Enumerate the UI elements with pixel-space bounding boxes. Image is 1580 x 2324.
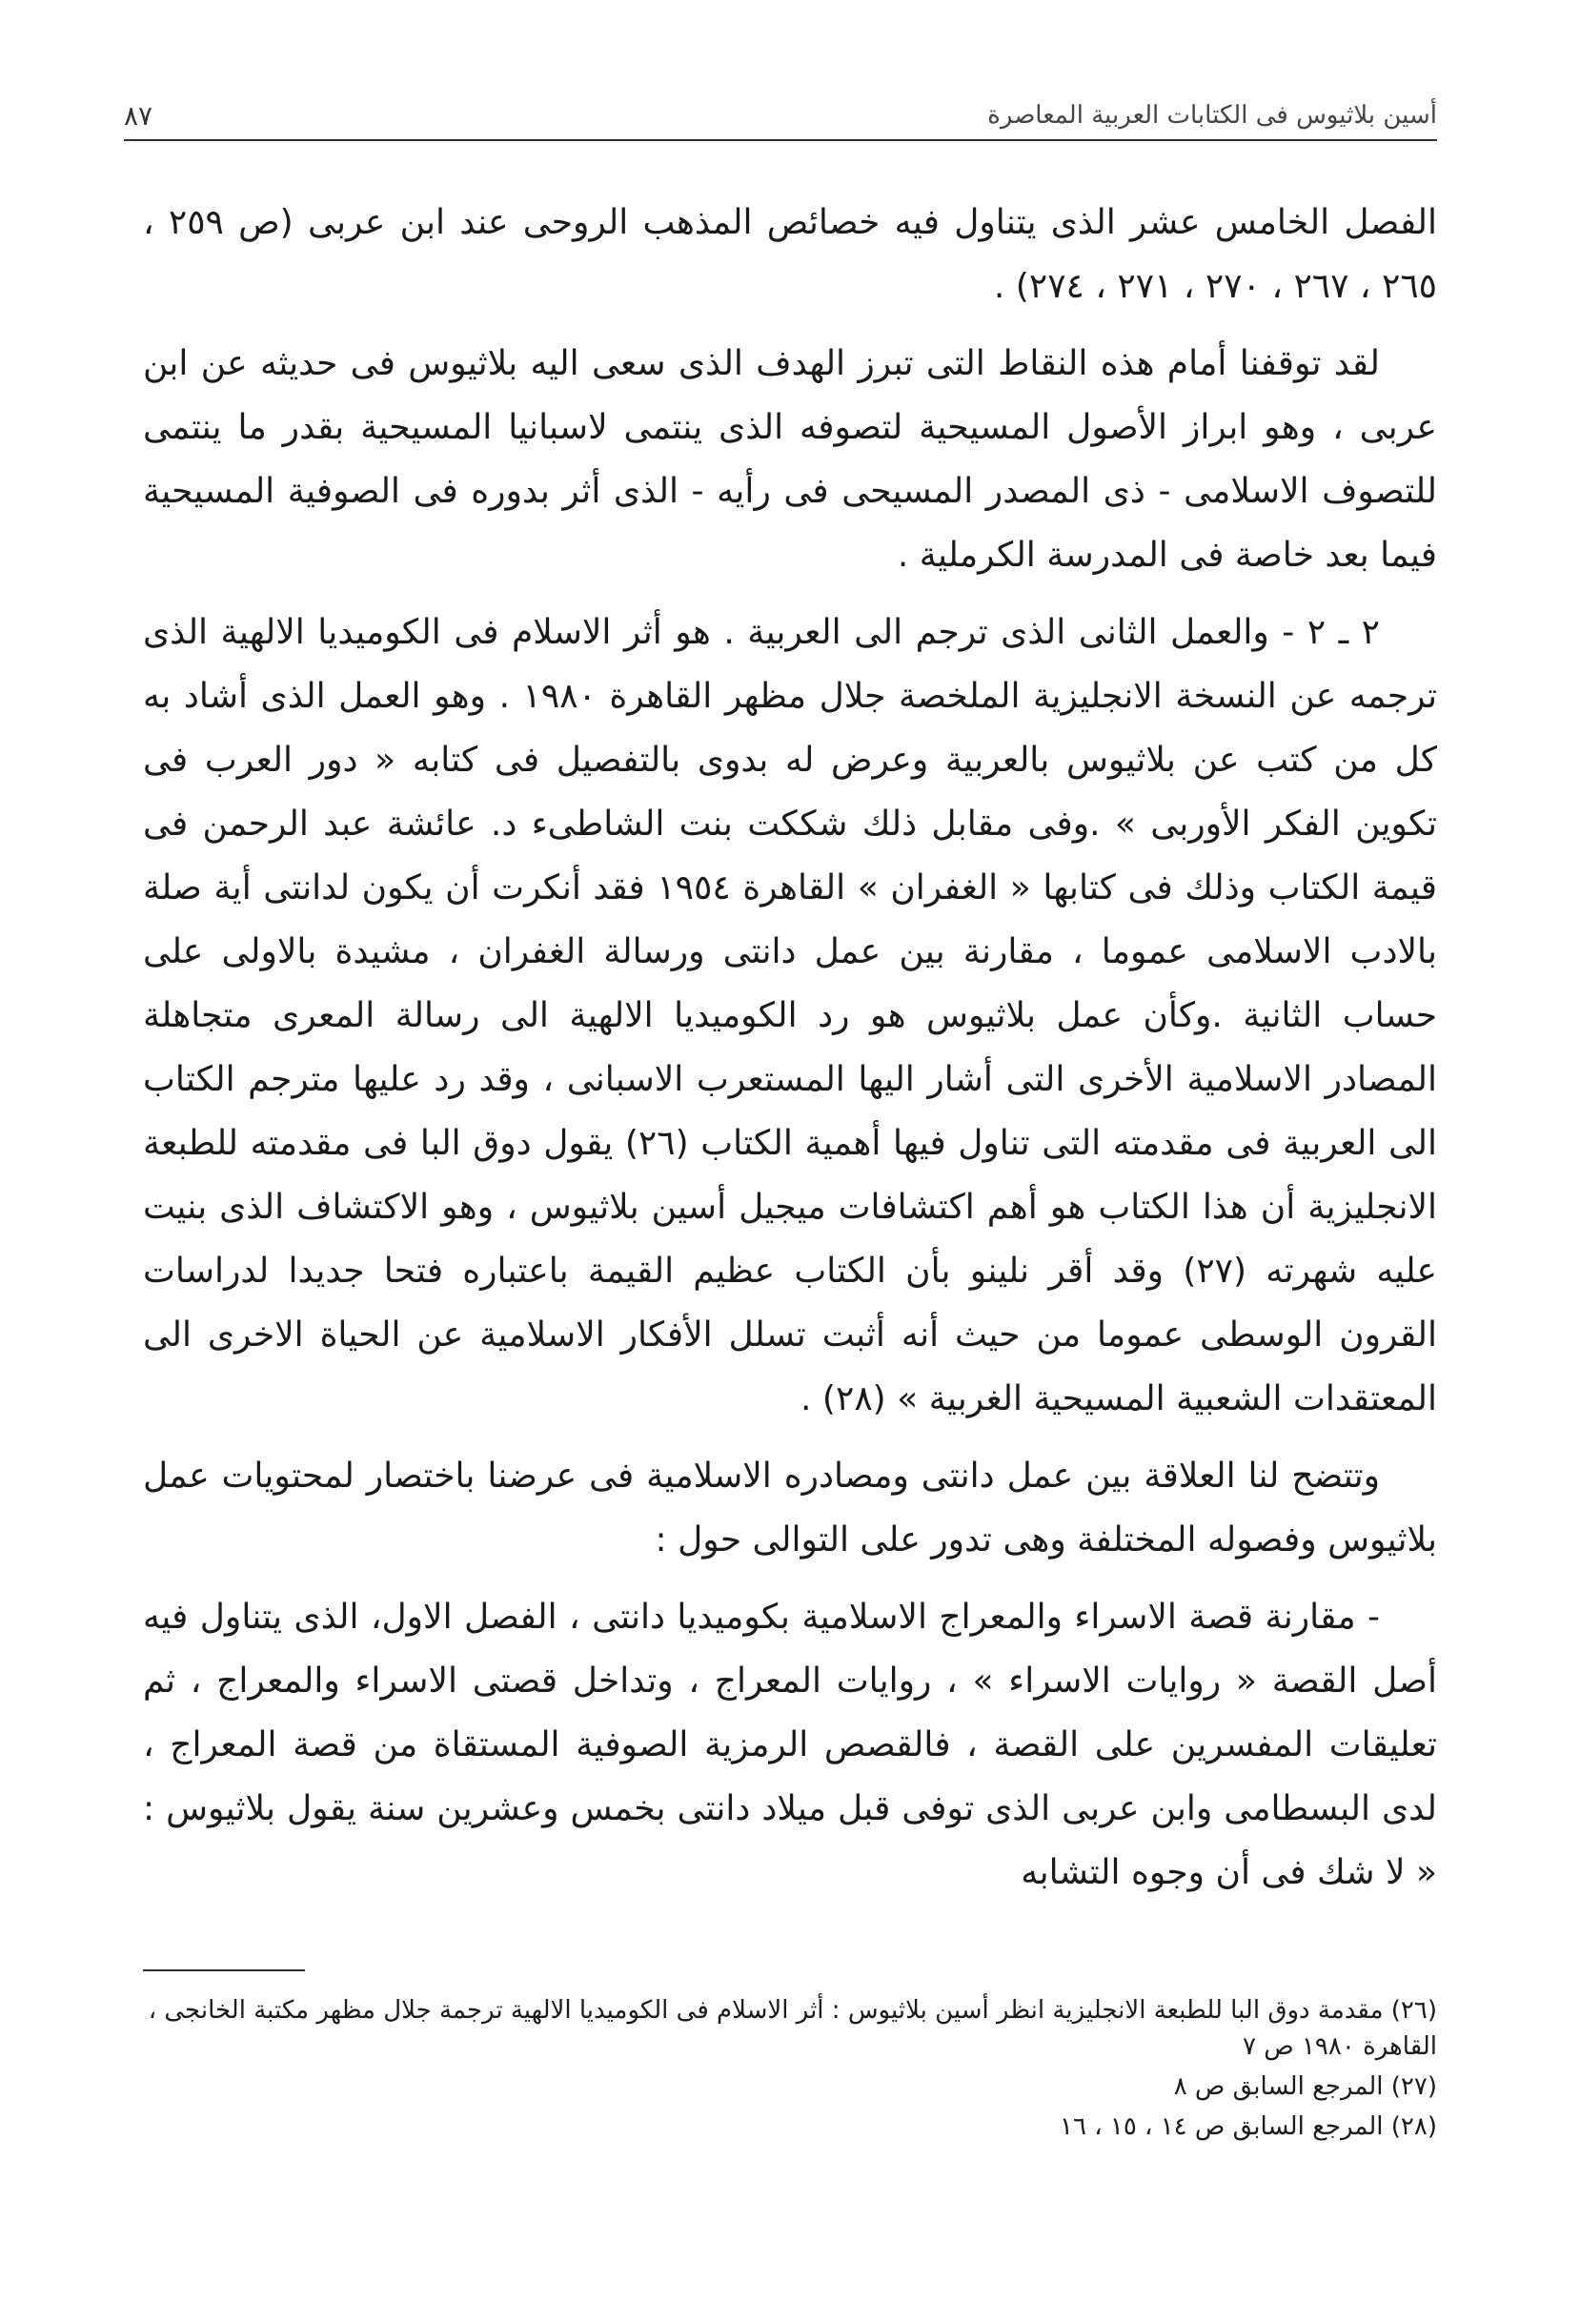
paragraph: الفصل الخامس عشر الذى يتناول فيه خصائص المذهب الروحى عند ابن عربى (ص ٢٥٩ ، ٢٦٥ ، ٢٦٧ ، ٢٧٠ ، ٢٧١ ، ٢٧٤) . bbox=[143, 203, 1438, 306]
header-title: أسين بلاثيوس فى الكتابات العربية المعاصرة bbox=[987, 101, 1437, 130]
paragraph: ٢ ـ ٢ - والعمل الثانى الذى ترجم الى العربية . هو أثر الاسلام فى الكوميديا الالهية الذى ترجمه عن النسخة الانجليزية الملخصة جلال مظهر القاهرة ١٩٨٠ . وهو العمل الذى أشاد به كل من كتب عن بلاثيوس بالعربية وعرض له بدوى بالتفصيل فى كتابه « دور العرب فى تكوين الفكر الأوربى » .وفى مقابل ذلك شككت بنت الشاطىء د. عائشة عبد الرحمن فى قيمة الكتاب وذلك فى كتابها « الغفران » القاهرة ١٩٥٤ فقد أنكرت أن يكون لدانتى أية صلة بالادب الاسلامى عموما ، مقارنة بين عمل دانتى ورسالة الغفران ، مشيدة بالاولى على حساب الثانية .وكأن عمل بلاثيوس هو رد الكوميديا الالهية الى رسالة المعرى متجاهلة المصادر الاسلامية الأخرى التى أشار اليها المستعرب الاسبانى ، وقد رد عليها مترجم الكتاب الى العربية فى مقدمته التى تناول فيها أهمية الكتاب (٢٦) يقول دوق البا فى مقدمته للطبعة الانجليزية أن هذا الكتاب هو أهم اكتشافات ميجيل أسين بلاثيوس ، وهو الاكتشاف الذى بنيت عليه شهرته (٢٧) وقد أقر نلينو بأن الكتاب عظيم القيمة باعتباره فتحا جديدا لدراسات القرون الوسطى عموما من حيث أنه أثبت تسلل الأفكار الاسلامية عن الحياة الاخرى الى المعتقدات الشعبية المسيحية الغربية » (٢٨) . bbox=[143, 613, 1438, 1418]
footnote: (٢٧) المرجع السابق ص ٨ bbox=[1173, 2072, 1437, 2101]
footnote-divider bbox=[143, 1969, 305, 1971]
paragraph: لقد توقفنا أمام هذه النقاط التى تبرز الهدف الذى سعى اليه بلاثيوس فى حديثه عن ابن عربى ، وهو ابراز الأصول المسيحية لتصوفه الذى ينتمى لاسبانيا المسيحية بقدر ما ينتمى للتصوف الاسلامى - ذى المصدر المسيحى فى رأيه - الذى أثر بدوره فى الصوفية المسيحية فيما بعد خاصة فى المدرسة الكرملية . bbox=[143, 344, 1437, 575]
footnote: (٢٦) مقدمة دوق البا للطبعة الانجليزية انظر أسين بلاثيوس : أثر الاسلام فى الكوميديا الالهية ترجمة جلال مظهر مكتبة الخانجى ، القاهرة ١٩٨٠ ص ٧ bbox=[148, 1996, 1437, 2061]
page-number: ٨٧ bbox=[124, 99, 153, 132]
body-text bbox=[143, 191, 1437, 1918]
running-header bbox=[124, 92, 1437, 141]
paragraph: وتتضح لنا العلاقة بين عمل دانتى ومصادره الاسلامية فى عرضنا باختصار لمحتويات عمل بلاثيوس وفصوله المختلفة وهى تدور على التوالى حول : bbox=[143, 1457, 1437, 1560]
paragraph: - مقارنة قصة الاسراء والمعراج الاسلامية بكوميديا دانتى ، الفصل الاول، الذى يتناول فيه أصل القصة « روايات الاسراء » ، روايات المعراج ، وتداخل قصتى الاسراء والمعراج ، ثم تعليقات المفسرين على القصة ، فالقصص الرمزية الصوفية المستقاة من قصة المعراج ، لدى البسطامى وابن عربى الذى توفى قبل ميلاد دانتى بخمس وعشرين سنة يقول بلاثيوس : « لا شك فى أن وجوه التشابه bbox=[143, 1598, 1437, 1892]
footnotes bbox=[143, 1992, 1437, 2149]
footnote: (٢٨) المرجع السابق ص ١٤ ، ١٥ ، ١٦ bbox=[1060, 2112, 1437, 2141]
